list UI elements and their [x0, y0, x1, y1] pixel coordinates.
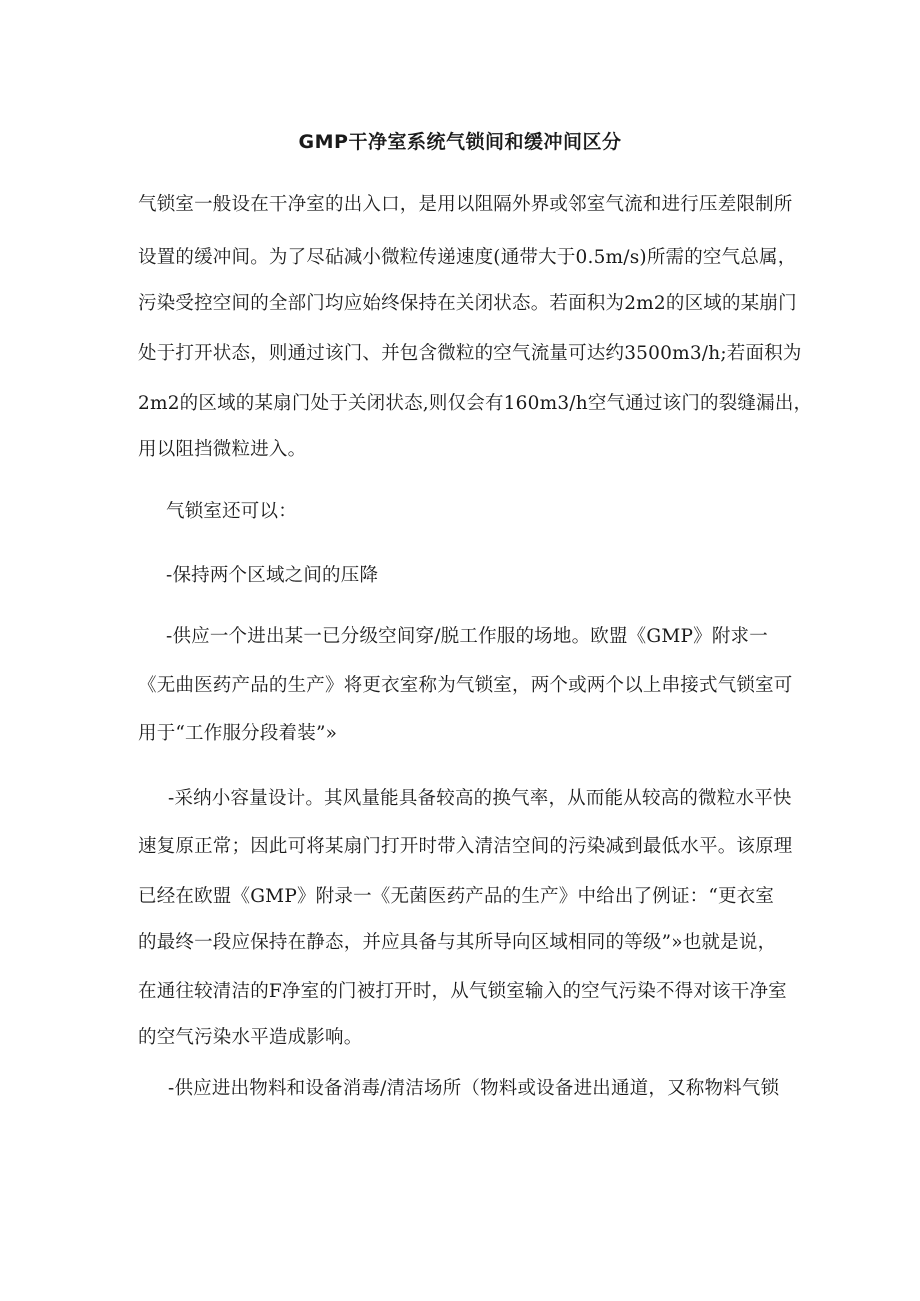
paragraph-line: -供应进出物料和设备消毒/清洁场所（物料或设备进出通道，又称物料气锁	[168, 1078, 780, 1099]
page-title: GMP干净室系统气锁间和缓冲间区分	[298, 131, 622, 153]
paragraph-line: 设置的缓冲间。为了尽砧减小微粒传递速度(通带大于0.5m/s)所需的空气总属，	[138, 247, 797, 268]
paragraph-line: 已经在欧盟《GMP》附录一《无菌医药产品的生产》中给出了例证：“更衣室	[138, 886, 775, 907]
paragraph-line: 用以阻挡微粒进入。	[138, 439, 307, 460]
paragraph-line: 的最终一段应保持在静态，并应具备与其所导向区域相同的等级”»也就是说，	[138, 932, 777, 953]
paragraph-line: -采纳小容量设计。其风量能具备较高的换气率，从而能从较高的微粒水平快	[168, 788, 792, 809]
paragraph-line: 污染受控空间的全部门均应始终保持在关闭状态。若面积为2m2的区域的某崩门	[138, 293, 797, 314]
paragraph-line: -供应一个进出某一已分级空间穿/脱工作服的场地。欧盟《GMP》附求一	[166, 626, 768, 647]
paragraph-line: 处于打开状态，则通过该门、并包含微粒的空气流量可达约3500m3/h;若面积为	[138, 343, 802, 364]
paragraph-line: 气锁室还可以：	[166, 501, 297, 522]
paragraph-line: 在通往较清洁的F净室的门被打开时，从气锁室输入的空气污染不得对该干净室	[138, 981, 787, 1002]
paragraph-line: 速复原正常；因此可将某扇门打开时带入清洁空间的污染减到最低水平。该原理	[138, 836, 793, 857]
paragraph-line: 气锁室一般设在干净室的出入口，是用以阻隔外界或邻室气流和进行压差限制所	[138, 194, 793, 215]
paragraph-line: 2m2的区域的某扇门处于关闭状态,则仅会有160m3/h空气通过该门的裂缝漏出，	[138, 393, 813, 414]
paragraph-line: 《无曲医药产品的生产》将更衣室称为气锁室，两个或两个以上串接式气锁室可	[138, 675, 793, 696]
paragraph-line: -保持两个区域之间的压降	[166, 565, 379, 586]
paragraph-line: 用于“工作服分段着装”»	[138, 723, 338, 744]
paragraph-line: 的空气污染水平造成影响。	[138, 1027, 363, 1048]
